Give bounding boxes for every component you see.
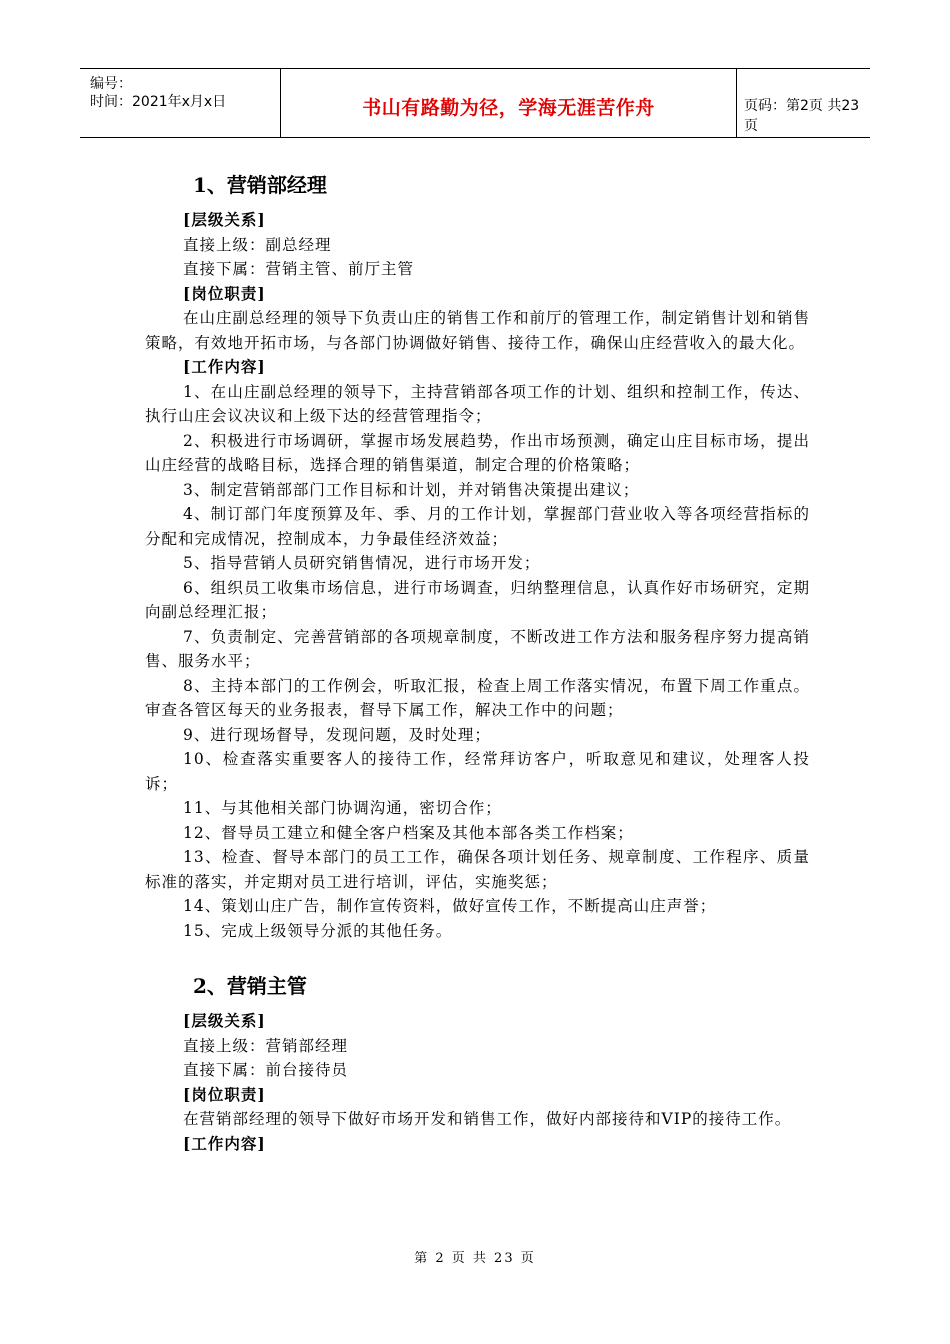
- section-title: 1、营销部经理: [193, 173, 327, 197]
- page-header: [80, 68, 870, 138]
- hierarchy-label: [层级关系]: [183, 1011, 266, 1030]
- work-item: 13、检查、督导本部门的员工工作，确保各项计划任务、规章制度、工作程序、质量标准的落实，并定期对员工进行培训，评估，实施奖惩；: [145, 848, 810, 891]
- page-footer: 第 2 页 共 23 页: [414, 1251, 536, 1266]
- work-item: 15、完成上级领导分派的其他任务。: [183, 921, 453, 940]
- duty-text: 在山庄副总经理的领导下负责山庄的销售工作和前厅的管理工作，制定销售计划和销售策略，有效地开拓市场，与各部门协调做好销售、接待工作，确保山庄经营收入的最大化。: [145, 309, 811, 352]
- work-item: 14、策划山庄广告，制作宣传资料，做好宣传工作，不断提高山庄声誉；: [183, 897, 717, 915]
- work-item: 7、负责制定、完善营销部的各项规章制度，不断改进工作方法和服务程序努力提高销售、服务水平；: [145, 627, 810, 670]
- section-sales-supervisor: [145, 969, 810, 1156]
- work-item: 12、督导员工建立和健全客户档案及其他本部各类工作档案；: [183, 823, 634, 842]
- work-item: 4、制订部门年度预算及年、季、月的工作计划，掌握部门营业收入等各项经营指标的分配和完成情况，控制成本，力争最佳经济效益；: [145, 505, 810, 548]
- header-center-cell: [280, 69, 737, 137]
- section-sales-manager: [145, 168, 810, 943]
- header-motto: 书山有路勤为径，学海无涯苦作舟: [362, 97, 655, 119]
- work-item: 1、在山庄副总经理的领导下，主持营销部各项工作的计划、组织和控制工作，传达、执行山庄会议决议和上级下达的经营管理指令；: [145, 382, 810, 425]
- work-item: 10、检查落实重要客人的接待工作，经常拜访客户，听取意见和建议，处理客人投诉；: [145, 750, 810, 793]
- work-item: 11、与其他相关部门协调沟通，密切合作；: [183, 799, 502, 817]
- work-content-label: [工作内容]: [183, 1133, 266, 1153]
- document-date: 时间：2021年x月x日: [90, 94, 227, 110]
- header-left-cell: [80, 69, 280, 137]
- duty-label: [岗位职责]: [183, 283, 266, 303]
- document-body: [145, 168, 810, 1156]
- work-item: 2、积极进行市场调研，掌握市场发展趋势，作出市场预测，确定山庄目标市场，提出山庄经营的战略目标，选择合理的销售渠道，制定合理的价格策略；: [145, 431, 810, 474]
- section-title: 2、营销主管: [193, 974, 307, 998]
- work-item: 9、进行现场督导，发现问题，及时处理；: [183, 725, 491, 744]
- duty-label: [岗位职责]: [183, 1084, 266, 1104]
- work-item: 3、制定营销部部门工作目标和计划，并对销售决策提出建议；: [183, 480, 640, 499]
- direct-superior: 直接上级：副总经理: [183, 235, 332, 254]
- work-item: 8、主持本部门的工作例会，听取汇报，检查上周工作落实情况，布置下周工作重点。审查各管区每天的业务报表，督导下属工作，解决工作中的问题；: [145, 676, 810, 719]
- duty-text: 在营销部经理的领导下做好市场开发和销售工作，做好内部接待和VIP的接待工作。: [183, 1110, 792, 1128]
- work-content-label: [工作内容]: [183, 357, 266, 376]
- direct-subordinate: 直接下属：营销主管、前厅主管: [183, 260, 415, 278]
- document-number: 编号：: [90, 76, 132, 92]
- header-right-cell: [736, 69, 870, 137]
- work-item: 5、指导营销人员研究销售情况，进行市场开发；: [183, 554, 541, 572]
- hierarchy-label: [层级关系]: [183, 210, 266, 229]
- direct-superior: 直接上级：营销部经理: [183, 1036, 349, 1055]
- direct-subordinate: 直接下属：前台接待员: [183, 1061, 349, 1079]
- work-item: 6、组织员工收集市场信息，进行市场调查，归纳整理信息，认真作好市场研究，定期向副总经理汇报；: [145, 578, 810, 621]
- header-page-info: 页码：第2页 共23页: [744, 98, 860, 134]
